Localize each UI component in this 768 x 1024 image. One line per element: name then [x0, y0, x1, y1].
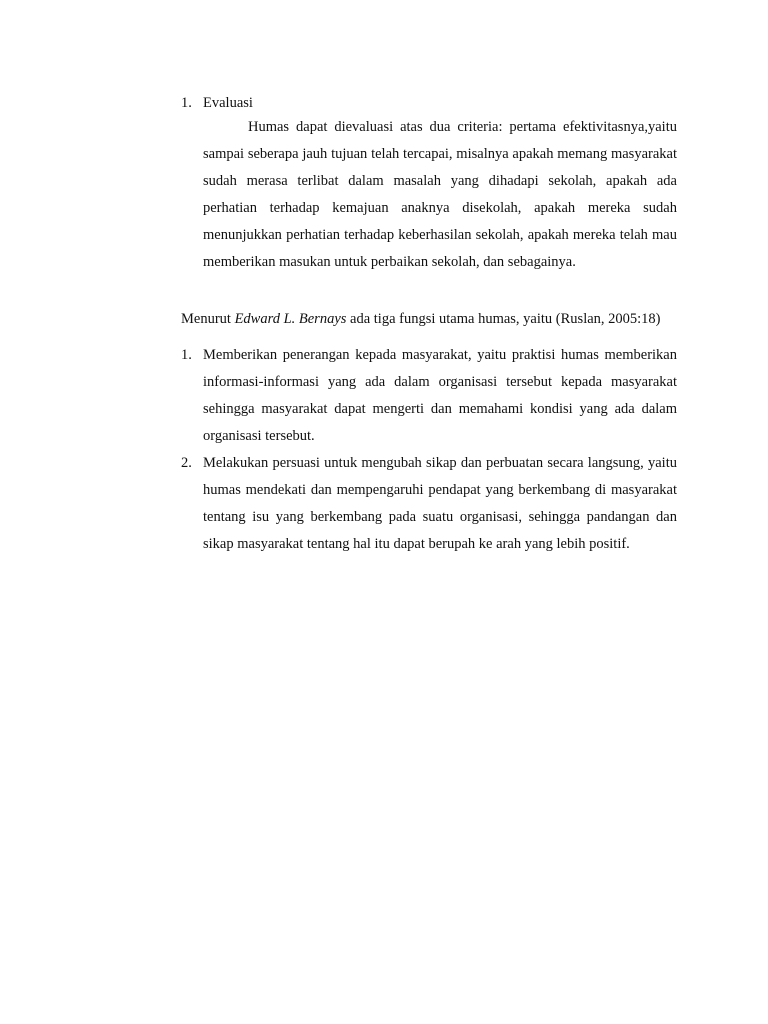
author-name: Edward L. Bernays [234, 311, 347, 327]
list-number: 1. [181, 347, 192, 363]
list-number: 2. [181, 455, 192, 471]
evaluasi-section [158, 93, 677, 276]
list-number: 1. [181, 95, 192, 111]
list-item-text: Melakukan persuasi untuk mengubah sikap dan perbuatan secara langsung, yaitu humas mendekati dan mempengaruhi pendapat yang berkembang di masyarakat tentang isu yang berkembang pada suatu organisasi, sehingga pandangan dan sikap masyarakat tentang hal itu dapat berupah ke arah yang lebih positif. [203, 455, 677, 552]
document-page [158, 93, 677, 558]
intro-text-before: Menurut [181, 311, 235, 327]
functions-list [158, 342, 677, 558]
intro-paragraph [158, 310, 677, 328]
list-item-text: Memberikan penerangan kepada masyarakat, yaitu praktisi humas memberikan informasi-informasi yang ada dalam organisasi tersebut kepada masyarakat sehingga masyarakat dapat mengerti dan memahami kondisi yang ada dalam organisasi tersebut. [203, 347, 677, 444]
intro-text-after: ada tiga fungsi utama humas, yaitu (Ruslan, 2005:18) [346, 311, 661, 327]
list-item [158, 450, 677, 558]
evaluasi-paragraph: Humas dapat dievaluasi atas dua criteria: pertama efektivitasnya,yaitu sampai seberapa jauh tujuan telah tercapai, misalnya apakah memang masyarakat sudah merasa terlibat dalam masalah yang dihadapi sekolah, apakah ada perhatian terhadap kemajuan anaknya disekolah, apakah mereka sudah menunjukkan perhatian terhadap keberhasilan sekolah, apakah mereka telah mau memberikan masukan untuk perbaikan sekolah, dan sebagainya. [203, 119, 677, 270]
list-item [158, 342, 677, 450]
section-heading: Evaluasi [203, 95, 253, 111]
